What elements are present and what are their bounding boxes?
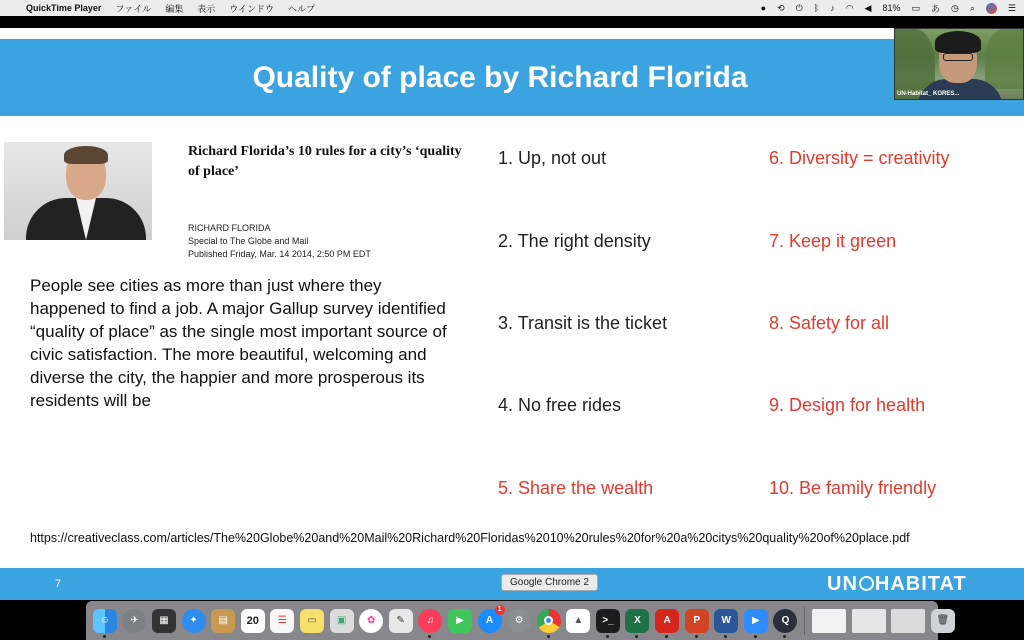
slide	[0, 28, 1024, 600]
clock-icon[interactable]: ◷	[951, 2, 959, 13]
rule-item-1: 1. Up, not out	[498, 148, 607, 168]
bluetooth-icon[interactable]: ᛒ	[813, 3, 820, 13]
notification-center-icon[interactable]: ☰	[1007, 2, 1016, 13]
rule-item-3: 3. Transit is the ticket	[498, 313, 668, 333]
menu-app-name[interactable]: QuickTime Player	[26, 3, 102, 13]
webcam-participant-name: UN-Habitat_ KORES...	[897, 91, 960, 97]
rule-item-7: 7. Keep it green	[769, 231, 897, 251]
notes-app-icon[interactable]: ▤	[211, 609, 235, 633]
app-store-icon[interactable]: A 1	[478, 609, 502, 633]
body-paragraph: People see cities as more than just where they happened to find a job. A major Gallup survey identified “quality of place” as the single most important source of civic satisfaction. The more beautiful, welcoming and diverse the city, the happier and more prosperous its residents will be	[30, 276, 447, 410]
article-author: RICHARD FLORIDA	[188, 223, 271, 233]
calendar-icon[interactable]: 20	[241, 609, 265, 633]
chrome-icon[interactable]	[537, 609, 561, 633]
webcam-video-tile[interactable]	[894, 28, 1024, 100]
terminal-icon[interactable]: >_	[596, 609, 620, 633]
article-headline: Richard Florida’s 10 rules for a city’s ‘quality of place’	[188, 144, 462, 179]
globe-icon	[859, 576, 874, 591]
battery-percent[interactable]: 81%	[882, 3, 901, 13]
page-number: 7	[55, 578, 62, 590]
source-url: https://creativeclass.com/articles/The%20Globe%20and%20Mail%20Richard%20Floridas%2010%20rules%20for%20a%20citys%20quality%20of%20place.pdf	[30, 531, 910, 545]
reminders-icon[interactable]: ☰	[270, 609, 294, 633]
rule-item-8: 8. Safety for all	[769, 313, 890, 333]
photos-icon[interactable]: ✿	[359, 609, 383, 633]
menu-edit[interactable]: 編集	[165, 3, 184, 14]
menu-view[interactable]: 表示	[197, 3, 216, 14]
trash-icon[interactable]: 🗑	[931, 609, 955, 633]
music-icon[interactable]: ♫	[418, 609, 442, 633]
app-store-badge: 1	[495, 605, 505, 615]
rule-item-5: 5. Share the wealth	[498, 478, 654, 498]
powerpoint-icon[interactable]: P	[685, 609, 709, 633]
word-icon[interactable]: W	[714, 609, 738, 633]
dock	[86, 601, 950, 640]
title-bar	[0, 39, 1024, 116]
window-thumbnail-3[interactable]	[891, 609, 925, 633]
rule-item-2: 2. The right density	[498, 231, 651, 251]
article-clipping	[4, 142, 474, 268]
menu-file[interactable]: ファイル	[115, 3, 152, 14]
window-thumbnail-1[interactable]	[812, 609, 846, 633]
un-habitat-logo	[827, 573, 967, 596]
rule-item-4: 4. No free rides	[498, 395, 622, 415]
author-photo	[4, 142, 152, 240]
stickies-icon[interactable]: ▭	[300, 609, 324, 633]
menu-window[interactable]: ウインドウ	[229, 3, 274, 14]
acrobat-icon[interactable]: A	[655, 609, 679, 633]
facetime-icon[interactable]: ▶	[448, 609, 472, 633]
battery-icon[interactable]: ▭	[911, 2, 920, 13]
menu-help[interactable]: ヘルプ	[287, 3, 315, 14]
logo-text-right: HABITAT	[874, 573, 967, 595]
launchpad-icon[interactable]: ✈	[122, 609, 146, 633]
dock-tooltip: Google Chrome 2	[501, 574, 598, 591]
zoom-icon[interactable]: ▶	[744, 609, 768, 633]
system-preferences-icon[interactable]: ⚙	[507, 609, 531, 633]
article-published: Published Friday, Mar. 14 2014, 2:50 PM EDT	[188, 249, 371, 259]
volume-icon[interactable]: ◀	[864, 2, 872, 13]
safari-icon[interactable]: ✦	[182, 609, 206, 633]
menubar	[0, 0, 1024, 16]
user-avatar[interactable]	[986, 3, 997, 14]
rule-item-9: 9. Design for health	[769, 395, 926, 415]
article-outlet: Special to The Globe and Mail	[188, 236, 309, 246]
power-icon[interactable]: ⏻	[795, 2, 803, 13]
preview-icon[interactable]: ▣	[330, 609, 354, 633]
logo-text-left: UN	[827, 573, 858, 595]
window-thumbnail-2[interactable]	[852, 609, 886, 633]
keynote-icon[interactable]: ▲	[566, 609, 590, 633]
article-meta	[188, 222, 371, 261]
wifi-icon[interactable]: ◠	[845, 2, 854, 13]
slide-title: Quality of place by Richard Florida	[252, 61, 748, 94]
rule-item-10: 10. Be family friendly	[769, 478, 937, 498]
spotlight-search-icon[interactable]: ⌕	[969, 2, 975, 13]
record-icon[interactable]: ●	[760, 3, 767, 13]
quicktime-icon[interactable]: Q	[773, 609, 797, 633]
mission-control-icon[interactable]: ▦	[152, 609, 176, 633]
script-editor-icon[interactable]: ✎	[389, 609, 413, 633]
sound-icon[interactable]: ♪	[830, 3, 835, 13]
finder-icon[interactable]: ☺	[93, 609, 117, 633]
excel-icon[interactable]: X	[625, 609, 649, 633]
status-area	[750, 2, 1024, 15]
input-method-icon[interactable]: あ	[931, 3, 941, 14]
rule-item-6: 6. Diversity = creativity	[769, 148, 950, 168]
time-machine-icon[interactable]: ⟲	[777, 2, 785, 13]
